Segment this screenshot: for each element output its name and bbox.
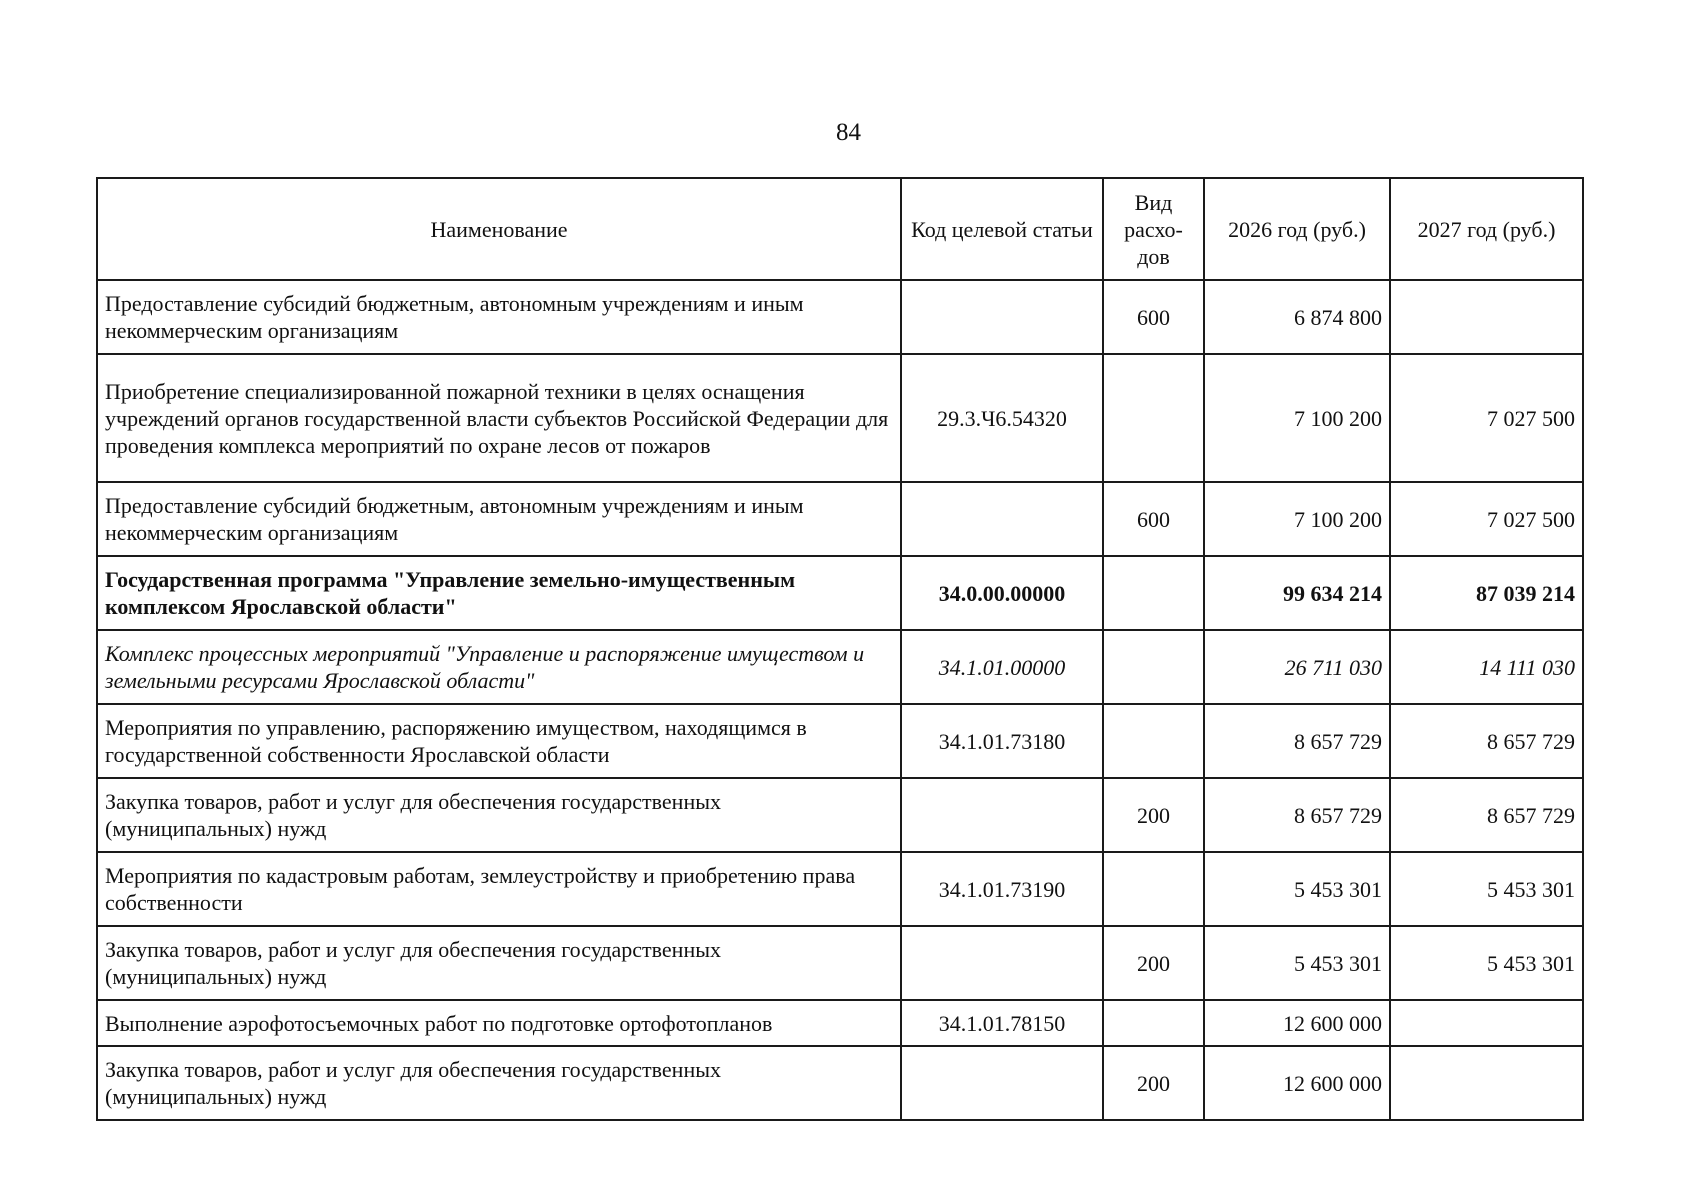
row-expense-type: [1103, 704, 1204, 778]
row-amount-2027: [1390, 1000, 1583, 1046]
table-row: [97, 1000, 1583, 1046]
table-row: [97, 482, 1583, 556]
row-amount-2026: 8 657 729: [1204, 778, 1390, 852]
row-amount-2026: 6 874 800: [1204, 280, 1390, 354]
row-amount-2026: 8 657 729: [1204, 704, 1390, 778]
table-row: [97, 280, 1583, 354]
row-amount-2026: 12 600 000: [1204, 1000, 1390, 1046]
table-row: [97, 852, 1583, 926]
row-code: [901, 926, 1103, 1000]
row-amount-2026: 26 711 030: [1204, 630, 1390, 704]
row-amount-2027: 5 453 301: [1390, 852, 1583, 926]
row-name: Мероприятия по кадастровым работам, землеустройству и приобретению права собственности: [97, 852, 901, 926]
row-name: Предоставление субсидий бюджетным, автономным учреждениям и иным некоммерческим организациям: [97, 482, 901, 556]
table-body: [97, 280, 1583, 1120]
table-row: [97, 630, 1583, 704]
row-expense-type: 200: [1103, 926, 1204, 1000]
row-expense-type: [1103, 556, 1204, 630]
row-amount-2027: 7 027 500: [1390, 354, 1583, 482]
row-code: [901, 280, 1103, 354]
header-expense-type: Вид расхо-дов: [1103, 178, 1204, 280]
row-name: Государственная программа "Управление земельно-имущественным комплексом Ярославской области": [97, 556, 901, 630]
row-code: [901, 482, 1103, 556]
row-name: Закупка товаров, работ и услуг для обеспечения государственных (муниципальных) нужд: [97, 926, 901, 1000]
row-code: 34.1.01.00000: [901, 630, 1103, 704]
budget-table: [96, 177, 1584, 1121]
row-amount-2027: 87 039 214: [1390, 556, 1583, 630]
header-2027: 2027 год (руб.): [1390, 178, 1583, 280]
row-amount-2026: 99 634 214: [1204, 556, 1390, 630]
header-name: Наименование: [97, 178, 901, 280]
row-expense-type: [1103, 852, 1204, 926]
row-amount-2026: 12 600 000: [1204, 1046, 1390, 1120]
row-code: [901, 1046, 1103, 1120]
row-amount-2027: 7 027 500: [1390, 482, 1583, 556]
row-code: 34.1.01.73190: [901, 852, 1103, 926]
table-row: [97, 778, 1583, 852]
table-row: [97, 556, 1583, 630]
row-name: Мероприятия по управлению, распоряжению имуществом, находящимся в государственной собственности Ярославской области: [97, 704, 901, 778]
row-amount-2027: 8 657 729: [1390, 778, 1583, 852]
row-amount-2027: 8 657 729: [1390, 704, 1583, 778]
row-amount-2026: 7 100 200: [1204, 354, 1390, 482]
row-expense-type: [1103, 354, 1204, 482]
row-amount-2027: [1390, 280, 1583, 354]
row-expense-type: [1103, 630, 1204, 704]
table-row: [97, 926, 1583, 1000]
header-code: Код целевой статьи: [901, 178, 1103, 280]
row-amount-2026: 7 100 200: [1204, 482, 1390, 556]
row-code: 34.1.01.78150: [901, 1000, 1103, 1046]
row-code: 34.0.00.00000: [901, 556, 1103, 630]
row-amount-2026: 5 453 301: [1204, 926, 1390, 1000]
row-name: Закупка товаров, работ и услуг для обеспечения государственных (муниципальных) нужд: [97, 1046, 901, 1120]
row-expense-type: 200: [1103, 778, 1204, 852]
row-expense-type: 600: [1103, 482, 1204, 556]
row-amount-2026: 5 453 301: [1204, 852, 1390, 926]
table-row: [97, 1046, 1583, 1120]
row-amount-2027: 14 111 030: [1390, 630, 1583, 704]
header-2026: 2026 год (руб.): [1204, 178, 1390, 280]
row-name: Закупка товаров, работ и услуг для обеспечения государственных (муниципальных) нужд: [97, 778, 901, 852]
table-header-row: [97, 178, 1583, 280]
row-name: Приобретение специализированной пожарной техники в целях оснащения учреждений органов государственной власти субъектов Российской Федерации для проведения комплекса мероприятий по охране лесов от пожаров: [97, 354, 901, 482]
page-number: 84: [836, 119, 861, 146]
table-row: [97, 704, 1583, 778]
row-code: [901, 778, 1103, 852]
row-name: Предоставление субсидий бюджетным, автономным учреждениям и иным некоммерческим организациям: [97, 280, 901, 354]
row-expense-type: 200: [1103, 1046, 1204, 1120]
row-expense-type: [1103, 1000, 1204, 1046]
row-code: 34.1.01.73180: [901, 704, 1103, 778]
row-expense-type: 600: [1103, 280, 1204, 354]
row-code: 29.3.Ч6.54320: [901, 354, 1103, 482]
row-amount-2027: [1390, 1046, 1583, 1120]
row-amount-2027: 5 453 301: [1390, 926, 1583, 1000]
table-row: [97, 354, 1583, 482]
row-name: Комплекс процессных мероприятий "Управление и распоряжение имуществом и земельными ресурсами Ярославской области": [97, 630, 901, 704]
row-name: Выполнение аэрофотосъемочных работ по подготовке ортофотопланов: [97, 1000, 901, 1046]
